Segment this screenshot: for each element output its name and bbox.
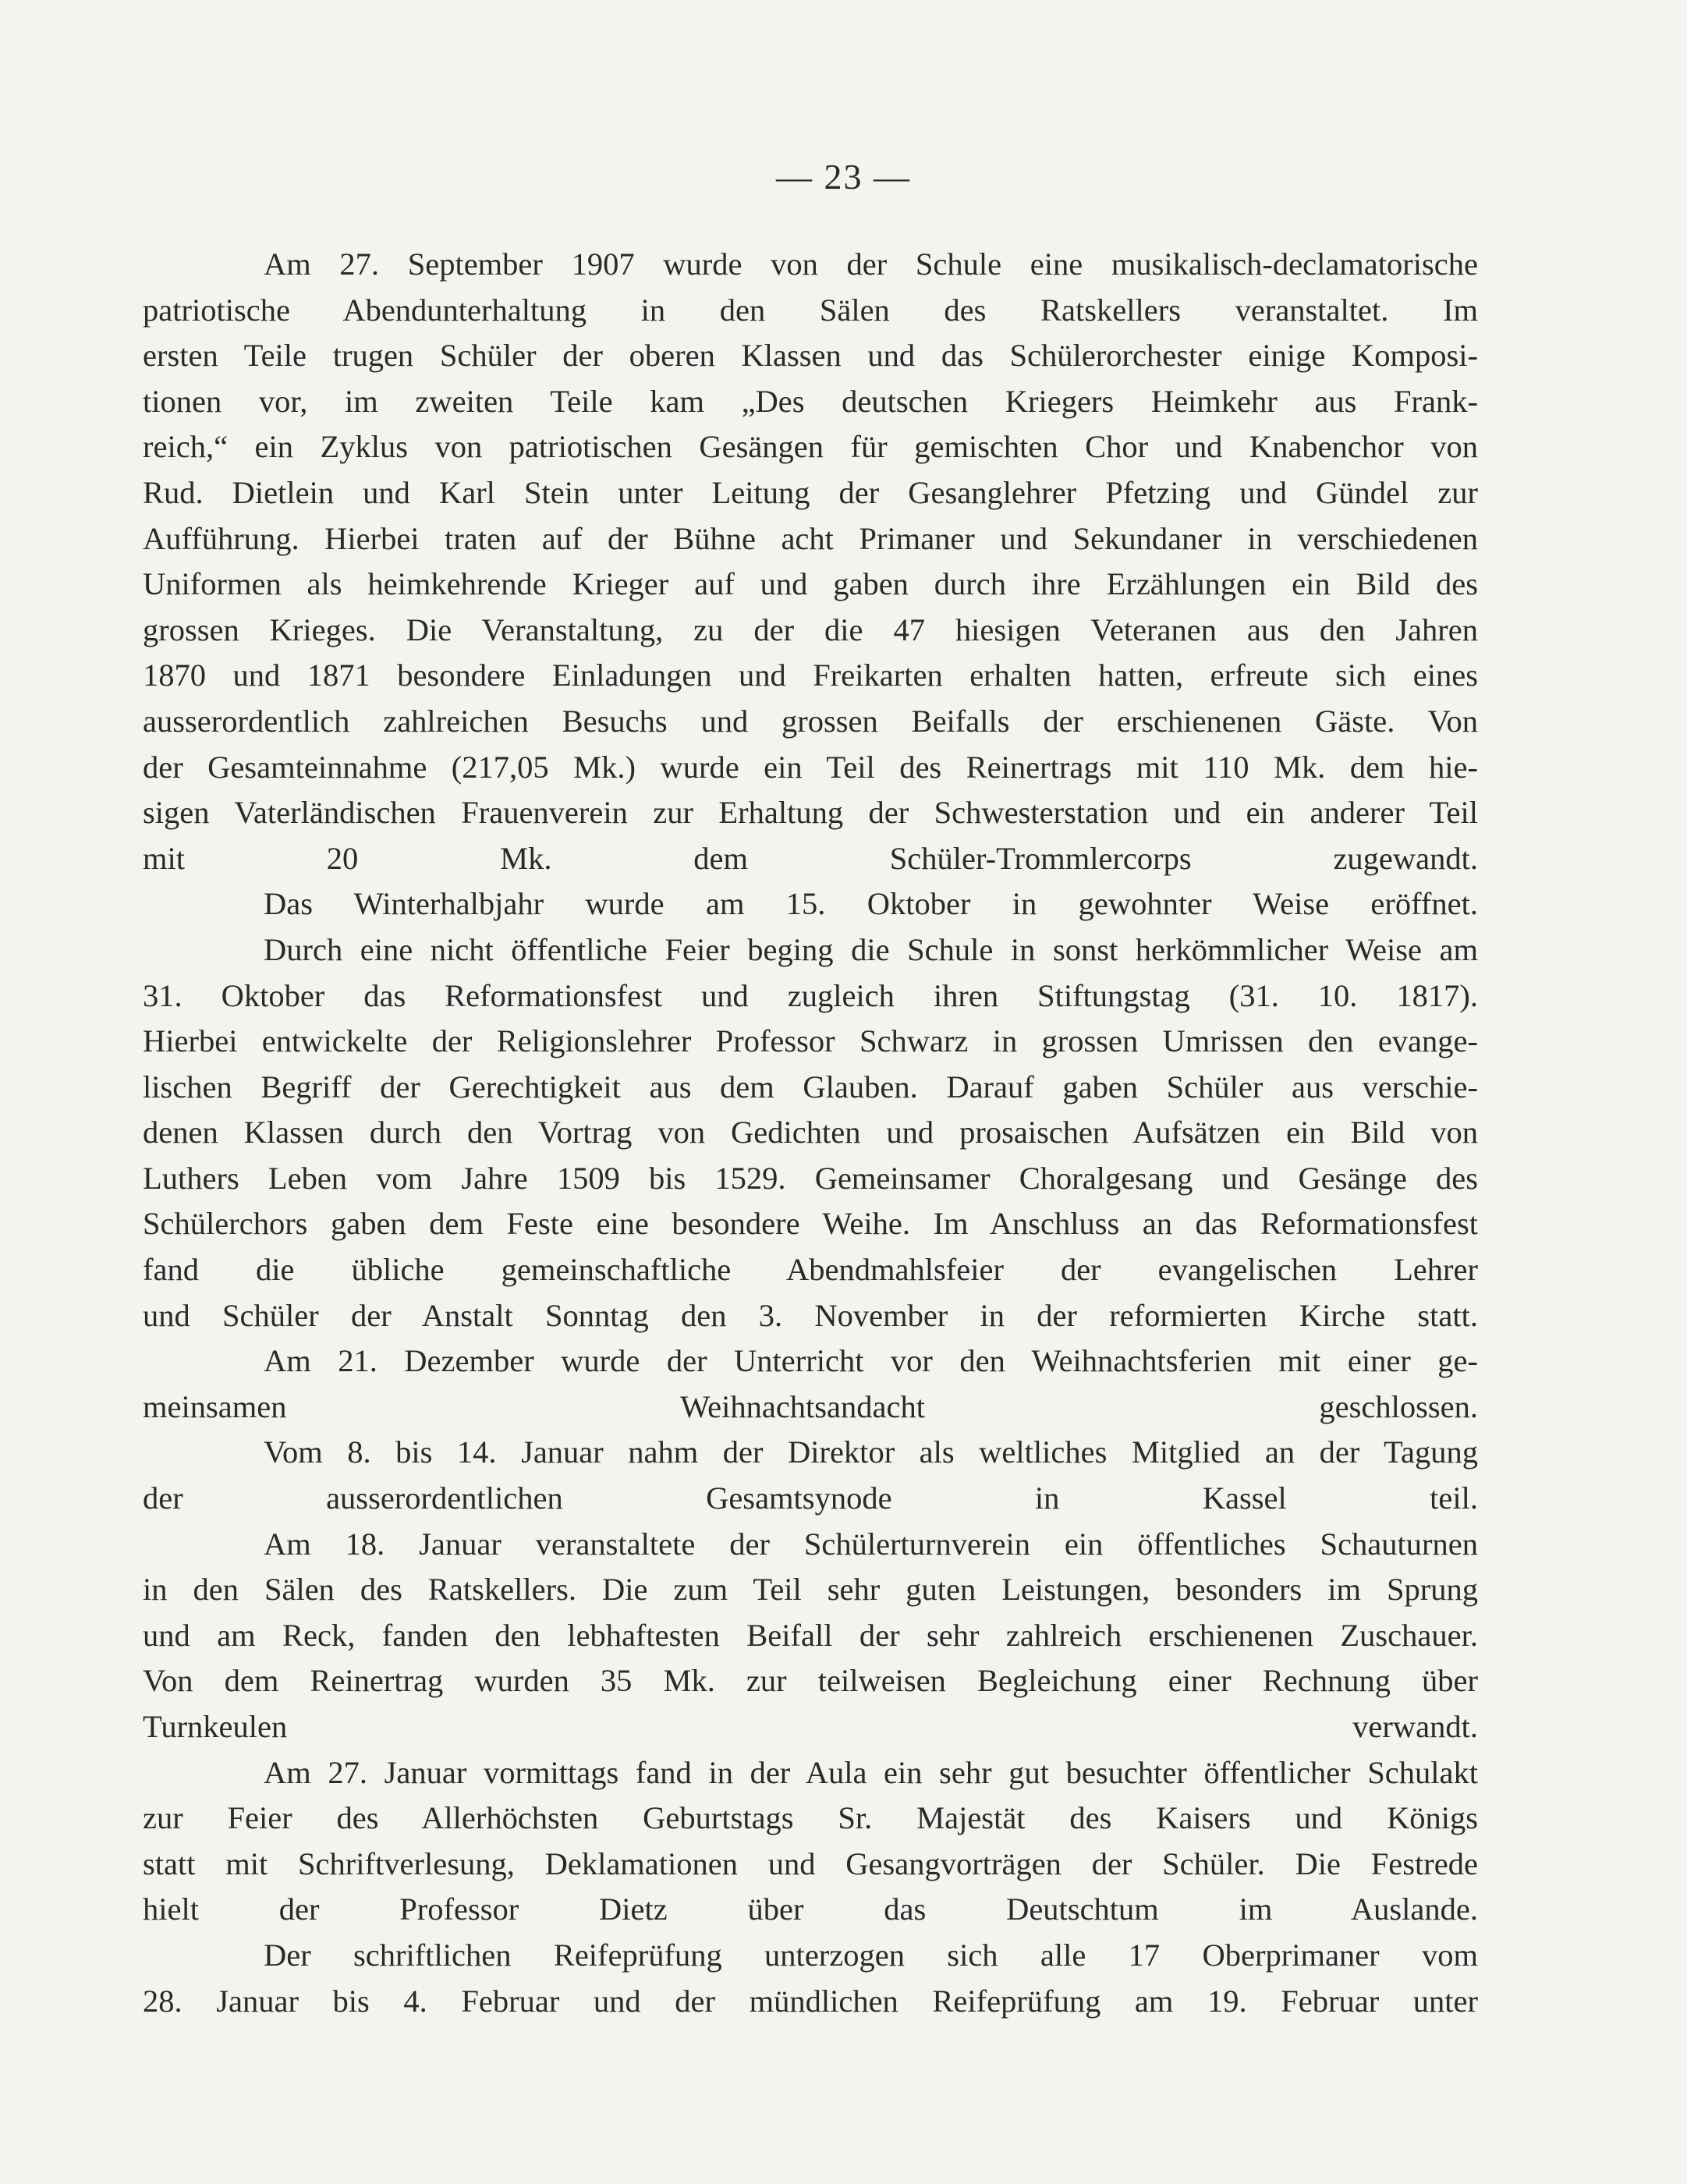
- text-line: statt mit Schriftverlesung, Deklamationen und Gesangvorträgen der Schüler. Die Festrede: [143, 1845, 1478, 1881]
- text-line: der ausserordentlichen Gesamtsynode in Kassel teil.: [143, 1480, 1478, 1516]
- text-line: in den Sälen des Ratskellers. Die zum Teil sehr guten Leistungen, besonders im Sprung: [143, 1572, 1478, 1608]
- text-line: zur Feier des Allerhöchsten Geburtstags Sr. Majestät des Kaisers und Königs: [143, 1800, 1478, 1836]
- text-line: Hierbei entwickelte der Religionslehrer Professor Schwarz in grossen Umrissen den evange-: [143, 1023, 1478, 1059]
- text-line: Am 27. Januar vormittags fand in der Aula ein sehr gut besuchter öffentlicher Schulakt: [264, 1754, 1478, 1790]
- text-line: ersten Teile trugen Schüler der oberen Klassen und das Schülerorchester einige Komposi-: [143, 338, 1478, 374]
- text-line: und Schüler der Anstalt Sonntag den 3. November in der reformierten Kirche statt.: [143, 1297, 1478, 1333]
- text-line: Schülerchors gaben dem Feste eine besondere Weihe. Im Anschluss an das Reformationsfest: [143, 1206, 1478, 1242]
- body-text: [143, 242, 1478, 2024]
- text-line: Turnkeulen verwandt.: [143, 1709, 1478, 1744]
- text-line: Aufführung. Hierbei traten auf der Bühne acht Primaner und Sekundaner in verschiedenen: [143, 520, 1478, 556]
- text-line: 1870 und 1871 besondere Einladungen und Freikarten erhalten hatten, erfreute sich eines: [143, 658, 1478, 693]
- text-line: Das Winterhalbjahr wurde am 15. Oktober in gewohnter Weise eröffnet.: [264, 886, 1478, 922]
- text-line: mit 20 Mk. dem Schüler-Trommlercorps zugewandt.: [143, 840, 1478, 876]
- text-line: tionen vor, im zweiten Teile kam „Des deutschen Kriegers Heimkehr aus Frank-: [143, 383, 1478, 419]
- text-line: lischen Begriff der Gerechtigkeit aus dem Glauben. Darauf gaben Schüler aus verschie-: [143, 1069, 1478, 1104]
- text-line: Am 21. Dezember wurde der Unterricht vor den Weihnachtsferien mit einer ge-: [264, 1343, 1478, 1379]
- text-line: 31. Oktober das Reformationsfest und zugleich ihren Stiftungstag (31. 10. 1817).: [143, 977, 1478, 1013]
- page-number: — 23 —: [776, 157, 911, 197]
- text-line: fand die übliche gemeinschaftliche Abendmahlsfeier der evangelischen Lehrer: [143, 1252, 1478, 1288]
- text-line: 28. Januar bis 4. Februar und der mündlichen Reifeprüfung am 19. Februar unter: [143, 1983, 1478, 2019]
- text-line: und am Reck, fanden den lebhaftesten Beifall der sehr zahlreich erschienenen Zuschauer.: [143, 1617, 1478, 1653]
- text-line: ausserordentlich zahlreichen Besuchs und grossen Beifalls der erschienenen Gäste. Von: [143, 703, 1478, 739]
- text-line: grossen Krieges. Die Veranstaltung, zu der die 47 hiesigen Veteranen aus den Jahren: [143, 612, 1478, 647]
- text-line: Von dem Reinertrag wurden 35 Mk. zur teilweisen Begleichung einer Rechnung über: [143, 1663, 1478, 1699]
- text-line: sigen Vaterländischen Frauenverein zur Erhaltung der Schwesterstation und ein anderer Teil: [143, 795, 1478, 831]
- text-line: Der schriftlichen Reifeprüfung unterzogen sich alle 17 Oberprimaner vom: [264, 1937, 1478, 1973]
- text-line: Am 27. September 1907 wurde von der Schule eine musikalisch-declamatorische: [264, 246, 1478, 282]
- text-line: Luthers Leben vom Jahre 1509 bis 1529. Gemeinsamer Choralgesang und Gesänge des: [143, 1160, 1478, 1196]
- text-line: denen Klassen durch den Vortrag von Gedichten und prosaischen Aufsätzen ein Bild von: [143, 1115, 1478, 1150]
- text-line: reich,“ ein Zyklus von patriotischen Gesängen für gemischten Chor und Knabenchor von: [143, 429, 1478, 465]
- text-line: Am 18. Januar veranstaltete der Schülerturnverein ein öffentliches Schauturnen: [264, 1526, 1478, 1562]
- text-line: hielt der Professor Dietz über das Deutschtum im Auslande.: [143, 1892, 1478, 1927]
- text-line: Vom 8. bis 14. Januar nahm der Direktor als weltliches Mitglied an der Tagung: [264, 1434, 1478, 1470]
- text-line: der Gesamteinnahme (217,05 Mk.) wurde ein Teil des Reinertrags mit 110 Mk. dem hie-: [143, 749, 1478, 785]
- text-line: Uniformen als heimkehrende Krieger auf und gaben durch ihre Erzählungen ein Bild des: [143, 566, 1478, 602]
- text-line: Rud. Dietlein und Karl Stein unter Leitung der Gesanglehrer Pfetzing und Gündel zur: [143, 474, 1478, 510]
- text-line: patriotische Abendunterhaltung in den Sälen des Ratskellers veranstaltet. Im: [143, 292, 1478, 328]
- text-line: meinsamen Weihnachtsandacht geschlossen.: [143, 1388, 1478, 1424]
- text-line: Durch eine nicht öffentliche Feier beging die Schule in sonst herkömmlicher Weise am: [264, 931, 1478, 967]
